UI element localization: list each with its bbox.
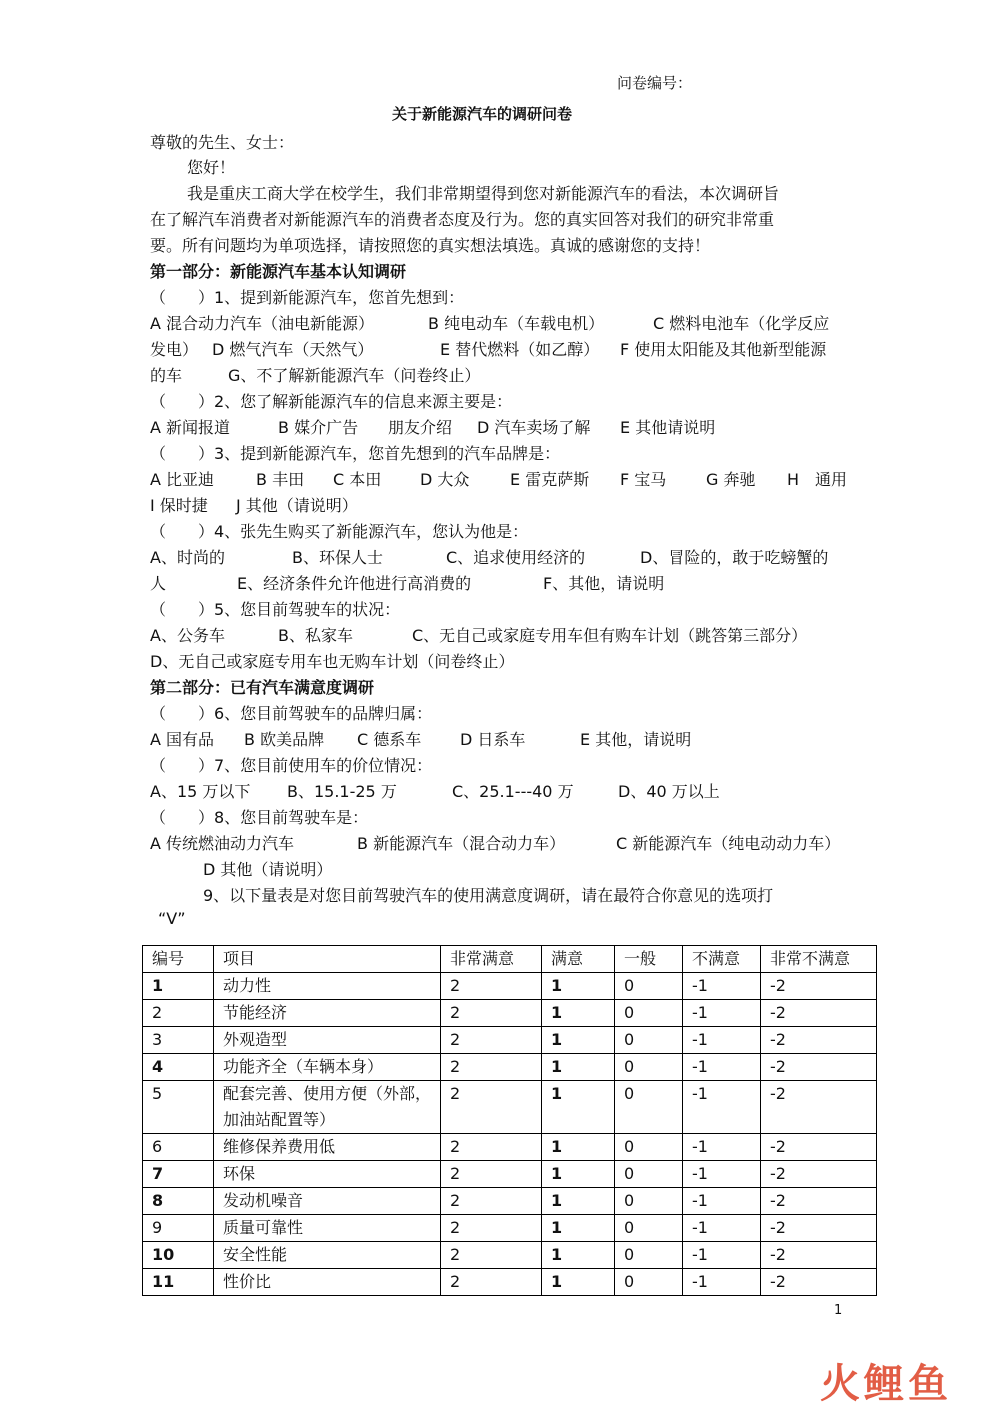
- q5-option-a[interactable]: A、公务车: [150, 626, 225, 645]
- table-row-cell: 1: [542, 1242, 615, 1269]
- table-row-cell: 1: [542, 1000, 615, 1027]
- table-row-cell: 2: [441, 1269, 542, 1296]
- q3-option-i[interactable]: I 保时捷: [150, 496, 208, 515]
- table-header-row: [143, 946, 877, 973]
- table-row-cell: 1: [542, 1215, 615, 1242]
- q3-text: （ ）3、提到新能源汽车，您首先想到的汽车品牌是：: [150, 444, 561, 463]
- table-row-cell: -1: [683, 1000, 761, 1027]
- satisfaction-table: [142, 945, 877, 1296]
- table-row: [143, 1134, 877, 1161]
- table-row-cell: 功能齐全（车辆本身）: [214, 1054, 441, 1081]
- q7-option-b[interactable]: B、15.1-25 万: [287, 782, 397, 801]
- table-row-cell: -2: [761, 1027, 877, 1054]
- intro-line-1: 我是重庆工商大学在校学生，我们非常期望得到您对新能源汽车的看法，本次调研旨: [187, 184, 780, 203]
- q1-option-c-cont: 发电）: [150, 340, 199, 359]
- q3-option-g[interactable]: G 奔驰: [706, 470, 756, 489]
- q4-option-a[interactable]: A、时尚的: [150, 548, 225, 567]
- table-row-cell: 2: [143, 1000, 214, 1027]
- table-row-cell: 10: [143, 1242, 214, 1269]
- watermark-logo: 火鲤鱼: [820, 1361, 952, 1407]
- table-row-cell: 维修保养费用低: [214, 1134, 441, 1161]
- q8-option-b[interactable]: B 新能源汽车（混合动力车）: [357, 834, 566, 853]
- table-row-cell: 2: [441, 1054, 542, 1081]
- q1-option-b[interactable]: B 纯电动车（车载电机）: [428, 314, 605, 333]
- table-row: [143, 1269, 877, 1296]
- intro-line-2: 在了解汽车消费者对新能源汽车的消费者态度及行为。您的真实回答对我们的研究非常重: [150, 210, 775, 229]
- table-row-cell: -2: [761, 1081, 877, 1134]
- q8-text: （ ）8、您目前驾驶车是：: [150, 808, 369, 827]
- table-row-cell: 发动机噪音: [214, 1188, 441, 1215]
- q3-option-c[interactable]: C 本田: [333, 470, 382, 489]
- table-row-cell: -1: [683, 973, 761, 1000]
- q4-option-b[interactable]: B、环保人士: [292, 548, 383, 567]
- table-row-cell: -2: [761, 1161, 877, 1188]
- q7-option-d[interactable]: D、40 万以上: [618, 782, 720, 801]
- table-header-row-cell: 非常不满意: [761, 946, 877, 973]
- q7-text: （ ）7、您目前使用车的价位情况：: [150, 756, 433, 775]
- page-title: 关于新能源汽车的调研问卷: [392, 105, 573, 123]
- q7-option-c[interactable]: C、25.1---40 万: [452, 782, 574, 801]
- table-row-cell: -2: [761, 1269, 877, 1296]
- table-row-cell: -1: [683, 1242, 761, 1269]
- table-row-cell: 0: [615, 1188, 683, 1215]
- table-row-cell: -1: [683, 1215, 761, 1242]
- table-row-cell: -1: [683, 1027, 761, 1054]
- q1-text: （ ）1、提到新能源汽车，您首先想到：: [150, 288, 465, 307]
- q4-option-c[interactable]: C、追求使用经济的: [446, 548, 586, 567]
- table-row-cell: 安全性能: [214, 1242, 441, 1269]
- table-row-cell: -2: [761, 973, 877, 1000]
- table-row-cell: 动力性: [214, 973, 441, 1000]
- table-row-cell: -1: [683, 1134, 761, 1161]
- q6-option-e[interactable]: E 其他，请说明: [580, 730, 692, 749]
- q1-option-f[interactable]: F 使用太阳能及其他新型能源: [620, 340, 827, 359]
- table-row-cell: 8: [143, 1188, 214, 1215]
- table-row-cell: -1: [683, 1081, 761, 1134]
- table-row: [143, 1161, 877, 1188]
- table-row-cell: -2: [761, 1134, 877, 1161]
- table-row: [143, 1000, 877, 1027]
- q9-text: 9、以下量表是对您目前驾驶汽车的使用满意度调研，请在最符合你意见的选项打: [203, 886, 774, 905]
- table-row-cell: 0: [615, 1161, 683, 1188]
- table-header-row-cell: 满意: [542, 946, 615, 973]
- table-row-cell: 6: [143, 1134, 214, 1161]
- table-row-cell: 外观造型: [214, 1027, 441, 1054]
- part2-heading: 第二部分：已有汽车满意度调研: [150, 678, 375, 697]
- q3-option-a[interactable]: A 比亚迪: [150, 470, 215, 489]
- table-row: [143, 1242, 877, 1269]
- table-row-cell: 2: [441, 1215, 542, 1242]
- q8-option-a[interactable]: A 传统燃油动力汽车: [150, 834, 295, 853]
- table-header-row-cell: 一般: [615, 946, 683, 973]
- survey-number-label: 问卷编号：: [617, 74, 693, 92]
- table-row-cell: 0: [615, 1027, 683, 1054]
- q1-option-f-cont: 的车: [150, 366, 183, 385]
- table-row: [143, 1215, 877, 1242]
- table-row-cell: -1: [683, 1054, 761, 1081]
- q2-option-c[interactable]: 朋友介绍: [388, 418, 453, 437]
- table-row-cell: -2: [761, 1188, 877, 1215]
- intro-line-3: 要。所有问题均为单项选择，请按照您的真实想法填选。真诚的感谢您的支持！: [150, 236, 711, 255]
- table-row-cell: 环保: [214, 1161, 441, 1188]
- table-row-cell: 2: [441, 1188, 542, 1215]
- table-row: [143, 1054, 877, 1081]
- q4-option-d[interactable]: D、冒险的，敢于吃螃蟹的: [640, 548, 829, 567]
- q4-option-f[interactable]: F、其他，请说明: [543, 574, 665, 593]
- table-row-cell: -1: [683, 1188, 761, 1215]
- table-row-cell: 质量可靠性: [214, 1215, 441, 1242]
- table-row-cell: 1: [542, 1027, 615, 1054]
- table-row-cell: 0: [615, 1215, 683, 1242]
- table-header-row-cell: 不满意: [683, 946, 761, 973]
- q1-option-d[interactable]: D 燃气汽车（天然气）: [212, 340, 374, 359]
- table-row-cell: -1: [683, 1269, 761, 1296]
- table-row-cell: 2: [441, 1081, 542, 1134]
- table-row-cell: 1: [542, 1188, 615, 1215]
- q5-option-c[interactable]: C、无自己或家庭专用车但有购车计划（跳答第三部分）: [412, 626, 808, 645]
- q8-option-d[interactable]: D 其他（请说明）: [203, 860, 333, 879]
- table-row-cell: 配套完善、使用方便（外部，加油站配置等）: [214, 1081, 441, 1134]
- table-row-cell: 1: [542, 1161, 615, 1188]
- table-row-cell: -1: [683, 1161, 761, 1188]
- table-row-cell: 1: [542, 1054, 615, 1081]
- q3-option-h[interactable]: H 通用: [787, 470, 848, 489]
- q6-option-d[interactable]: D 日系车: [460, 730, 526, 749]
- q5-option-d[interactable]: D、无自己或家庭专用车也无购车计划（问卷终止）: [150, 652, 515, 671]
- table-row-cell: -2: [761, 1215, 877, 1242]
- table-row-cell: 7: [143, 1161, 214, 1188]
- table-row-cell: 2: [441, 1134, 542, 1161]
- q4-option-d-cont: 人: [150, 574, 167, 593]
- table-row-cell: 9: [143, 1215, 214, 1242]
- q6-option-c[interactable]: C 德系车: [357, 730, 422, 749]
- table-row-cell: 5: [143, 1081, 214, 1134]
- table-row: [143, 973, 877, 1000]
- q4-text: （ ）4、张先生购买了新能源汽车，您认为他是：: [150, 522, 529, 541]
- q7-option-a[interactable]: A、15 万以下: [150, 782, 251, 801]
- table-row-cell: 0: [615, 1269, 683, 1296]
- salutation: 尊敬的先生、女士：: [150, 133, 295, 152]
- table-row-cell: 0: [615, 1000, 683, 1027]
- q2-text: （ ）2、您了解新能源汽车的信息来源主要是：: [150, 392, 513, 411]
- q4-option-e[interactable]: E、经济条件允许他进行高消费的: [237, 574, 472, 593]
- q5-option-b[interactable]: B、私家车: [278, 626, 353, 645]
- q1-option-e[interactable]: E 替代燃料（如乙醇）: [440, 340, 600, 359]
- table-header-row-cell: 项目: [214, 946, 441, 973]
- q3-option-d[interactable]: D 大众: [420, 470, 470, 489]
- page-number: 1: [834, 1303, 843, 1318]
- q3-option-f[interactable]: F 宝马: [620, 470, 667, 489]
- q2-option-d[interactable]: D 汽车卖场了解: [477, 418, 591, 437]
- table-header-row-cell: 编号: [143, 946, 214, 973]
- q6-option-a[interactable]: A 国有品: [150, 730, 215, 749]
- table-row: [143, 1188, 877, 1215]
- q2-option-a[interactable]: A 新闻报道: [150, 418, 231, 437]
- part1-heading: 第一部分：新能源汽车基本认知调研: [150, 262, 407, 281]
- q1-option-c[interactable]: C 燃料电池车（化学反应: [653, 314, 830, 333]
- table-row-cell: 2: [441, 1027, 542, 1054]
- q2-option-b[interactable]: B 媒介广告: [278, 418, 359, 437]
- q3-option-e[interactable]: E 雷克萨斯: [510, 470, 590, 489]
- table-header-row-cell: 非常满意: [441, 946, 542, 973]
- table-row-cell: 4: [143, 1054, 214, 1081]
- q1-option-g[interactable]: G、不了解新能源汽车（问卷终止）: [228, 366, 481, 385]
- table-row-cell: 1: [542, 1081, 615, 1134]
- table-row-cell: 2: [441, 1000, 542, 1027]
- table-row-cell: 1: [542, 973, 615, 1000]
- table-row: [143, 1081, 877, 1134]
- table-row-cell: -2: [761, 1054, 877, 1081]
- table-row-cell: -2: [761, 1242, 877, 1269]
- table-row-cell: 0: [615, 1242, 683, 1269]
- table-row-cell: 11: [143, 1269, 214, 1296]
- table-row-cell: 0: [615, 1081, 683, 1134]
- table-row-cell: 1: [542, 1134, 615, 1161]
- table-row-cell: 1: [143, 973, 214, 1000]
- q6-option-b[interactable]: B 欧美品牌: [244, 730, 325, 749]
- table-row-cell: 2: [441, 1161, 542, 1188]
- q3-option-j[interactable]: J 其他（请说明）: [236, 496, 358, 515]
- q6-text: （ ）6、您目前驾驶车的品牌归属：: [150, 704, 433, 723]
- greeting: 您好！: [187, 158, 236, 177]
- q1-option-a[interactable]: A 混合动力汽车（油电新能源）: [150, 314, 375, 333]
- table-row-cell: -2: [761, 1000, 877, 1027]
- table-row-cell: 1: [542, 1269, 615, 1296]
- q8-option-c[interactable]: C 新能源汽车（纯电动动力车）: [616, 834, 841, 853]
- table-row-cell: 2: [441, 973, 542, 1000]
- table-row-cell: 0: [615, 973, 683, 1000]
- table-row-cell: 3: [143, 1027, 214, 1054]
- q9-text-cont: “V”: [158, 909, 186, 928]
- q5-text: （ ）5、您目前驾驶车的状况：: [150, 600, 401, 619]
- q2-option-e[interactable]: E 其他请说明: [620, 418, 716, 437]
- table-row: [143, 1027, 877, 1054]
- table-row-cell: 性价比: [214, 1269, 441, 1296]
- q3-option-b[interactable]: B 丰田: [256, 470, 305, 489]
- table-row-cell: 2: [441, 1242, 542, 1269]
- table-row-cell: 0: [615, 1054, 683, 1081]
- table-row-cell: 节能经济: [214, 1000, 441, 1027]
- table-row-cell: 0: [615, 1134, 683, 1161]
